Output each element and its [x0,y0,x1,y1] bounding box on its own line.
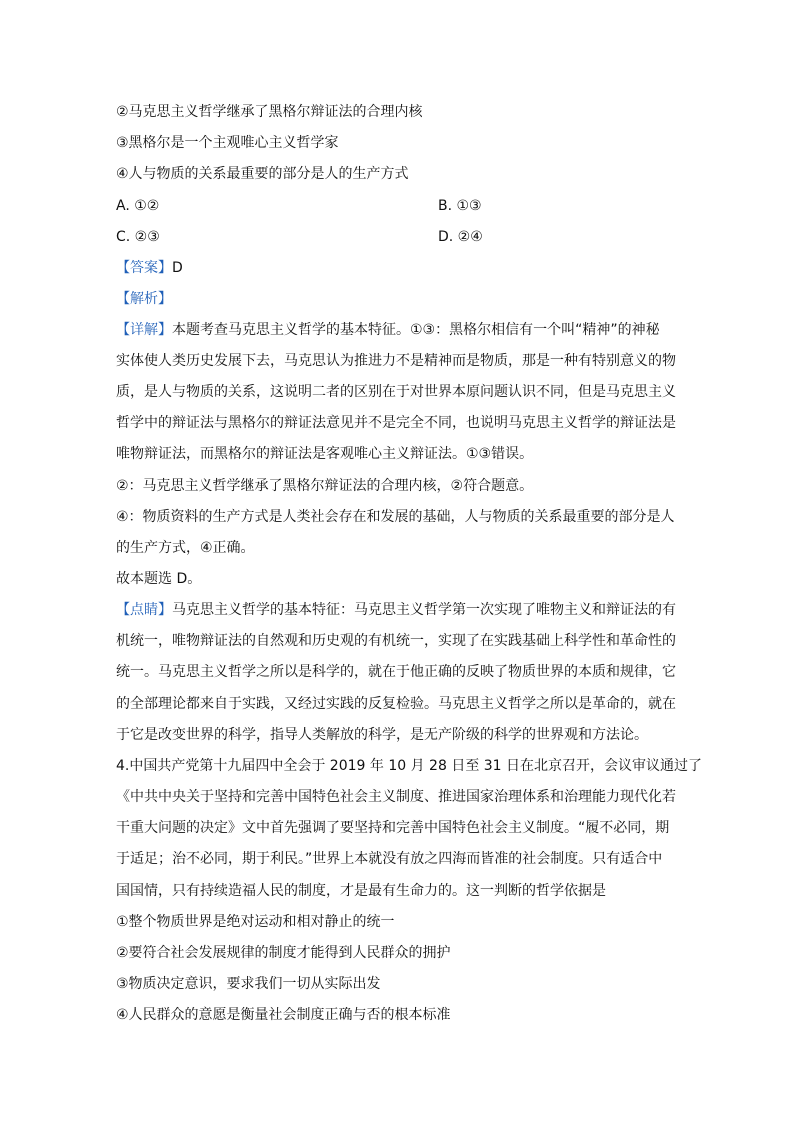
detail-line-7: ④：物质资料的生产方式是人类社会存在和发展的基础，人与物质的关系最重要的部分是人 [116,509,675,525]
q4-statement-2: ②要符合社会发展规律的制度才能得到人民群众的拥护 [116,945,451,961]
q4-stem-line-3: 干重大问题的决定》文中首先强调了要坚持和完善中国特色社会主义制度。“履不必同，期 [116,820,670,836]
detail-line-2: 实体使人类历史发展下去，马克思认为推进力不是精神而是物质，那是一种有特别意义的物 [116,353,676,369]
q4-statement-1: ①整个物质世界是绝对运动和相对静止的统一 [116,914,395,930]
detail-line-3: 质，是人与物质的关系，这说明二者的区别在于对世界本原问题认识不同，但是马克思主义 [116,384,676,400]
detail-line-5: 唯物辩证法，而黑格尔的辩证法是客观唯心主义辩证法。①③错误。 [116,446,534,462]
statement-3: ③黑格尔是一个主观唯心主义哲学家 [116,135,339,151]
detail-line-1 [116,320,660,340]
detail-line-4: 哲学中的辩证法与黑格尔的辩证法意见并不是完全不同，也说明马克思主义哲学的辩证法是 [116,415,676,431]
detail-text: 本题考查马克思主义哲学的基本特征。①③：黑格尔相信有一个叫“精神”的神秘 [172,322,660,338]
option-b: B. ①③ [438,198,482,214]
statement-4: ④人与物质的关系最重要的部分是人的生产方式 [116,166,409,182]
q4-stem-line-2: 《中共中央关于坚持和完善中国特色社会主义制度、推进国家治理体系和治理能力现代化若 [116,789,676,805]
detail-line-6: ②：马克思主义哲学继承了黑格尔辩证法的合理内核，②符合题意。 [116,478,534,494]
tip-line-2: 机统一，唯物辩证法的自然观和历史观的有机统一，实现了在实践基础上科学性和革命性的 [116,633,676,649]
tip-line-3: 统一。马克思主义哲学之所以是科学的，就在于他正确的反映了物质世界的本质和规律，它 [116,664,676,680]
statement-2: ②马克思主义哲学继承了黑格尔辩证法的合理内核 [116,104,423,120]
answer-label: 【答案】 [116,260,172,276]
option-c: C. ②③ [116,229,160,245]
q4-stem-line-4: 于适足；治不必同，期于利民。”世界上本就没有放之四海而皆准的社会制度。只有适合中 [116,851,663,867]
option-a: A. ①② [116,198,160,214]
option-d: D. ②④ [438,229,483,245]
analysis-label: 【解析】 [116,291,172,307]
detail-label: 【详解】 [116,322,172,338]
tip-line-5: 于它是改变世界的科学，指导人类解放的科学，是无产阶级的科学的世界观和方法论。 [116,727,648,743]
tip-text: 马克思主义哲学的基本特征：马克思主义哲学第一次实现了唯物主义和辩证法的有 [172,602,676,618]
detail-line-9: 故本题选 D。 [116,571,202,587]
detail-line-8: 的生产方式，④正确。 [116,540,255,556]
q4-stem-line-5: 国国情，只有持续造福人民的制度，才是最有生命力的。这一判断的哲学依据是 [116,883,606,899]
analysis-heading [116,289,172,309]
q4-statement-3: ③物质决定意识，要求我们一切从实际出发 [116,976,381,992]
tip-label: 【点睛】 [116,602,172,618]
q4-statement-4: ④人民群众的意愿是衡量社会制度正确与否的根本标准 [116,1007,451,1023]
tip-line-4: 的全部理论都来自于实践，又经过实践的反复检验。马克思主义哲学之所以是革命的，就在 [116,696,676,712]
q4-stem-line-1: 4.中国共产党第十九届四中全会于 2019 年 10 月 28 日至 31 日在北京召开，会议审议通过了 [116,758,703,774]
tip-line-1 [116,600,676,620]
answer-line [116,258,183,278]
answer-value: D [172,260,183,276]
